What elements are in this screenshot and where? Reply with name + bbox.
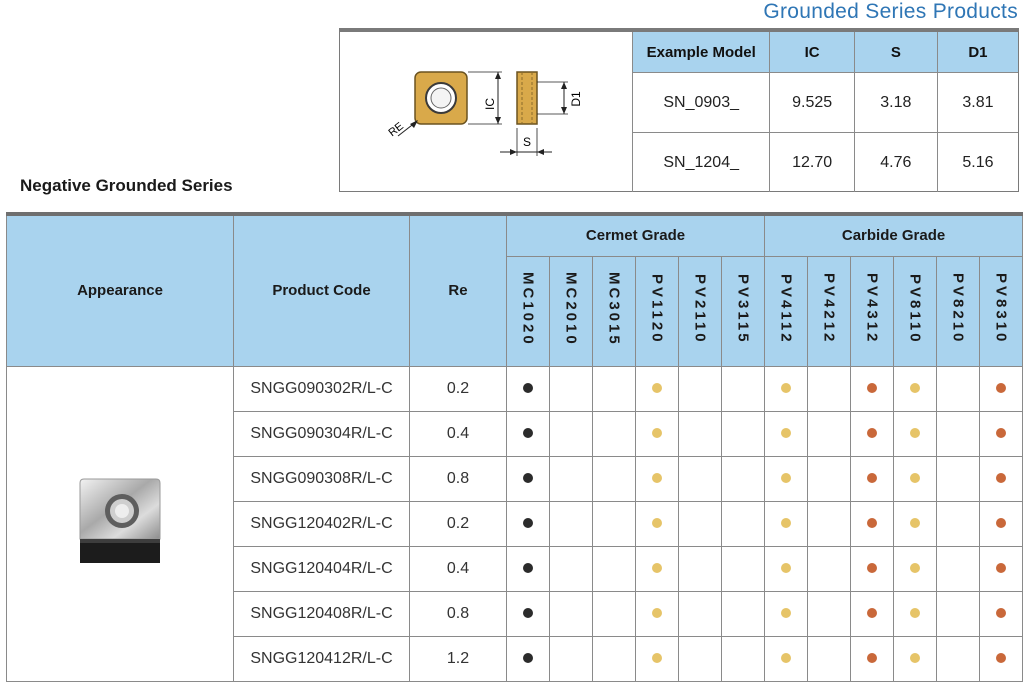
grade-cell-pv2110 — [679, 636, 722, 681]
grade-cell-mc2010 — [550, 411, 593, 456]
availability-dot — [996, 428, 1006, 438]
grade-label: PV4212 — [820, 273, 838, 345]
availability-dot — [910, 563, 920, 573]
grade-cell-pv1120 — [636, 501, 679, 546]
availability-dot — [781, 518, 791, 528]
grade-cell-pv2110 — [679, 411, 722, 456]
availability-dot — [781, 473, 791, 483]
product-table-body — [7, 366, 1023, 681]
availability-dot — [652, 608, 662, 618]
grade-cell-pv4112 — [765, 501, 808, 546]
re-cell: 0.4 — [410, 546, 507, 591]
label-ic: IC — [483, 98, 497, 110]
grade-cell-mc3015 — [593, 501, 636, 546]
grade-cell-pv8110 — [894, 591, 937, 636]
grade-cell-pv8210 — [937, 456, 980, 501]
grade-cell-pv4112 — [765, 366, 808, 411]
grade-header-mc1020 — [507, 256, 550, 366]
grade-cell-pv4312 — [851, 366, 894, 411]
grade-cell-pv1120 — [636, 636, 679, 681]
grade-cell-pv8310 — [980, 546, 1023, 591]
availability-dot — [523, 428, 533, 438]
grade-cell-pv4212 — [808, 456, 851, 501]
grade-cell-mc2010 — [550, 636, 593, 681]
grade-cell-pv8310 — [980, 591, 1023, 636]
availability-dot — [781, 428, 791, 438]
grade-cell-pv1120 — [636, 366, 679, 411]
availability-dot — [652, 518, 662, 528]
grade-cell-pv8310 — [980, 366, 1023, 411]
availability-dot — [867, 653, 877, 663]
grade-cell-pv1120 — [636, 456, 679, 501]
grade-cell-mc3015 — [593, 546, 636, 591]
product-code-cell: SNGG120402R/L-C — [234, 501, 410, 546]
grade-cell-pv8210 — [937, 546, 980, 591]
grade-cell-mc2010 — [550, 501, 593, 546]
availability-dot — [523, 563, 533, 573]
grade-header-pv3115 — [722, 256, 765, 366]
grade-cell-mc3015 — [593, 591, 636, 636]
grade-label: MC2010 — [562, 271, 580, 347]
grade-header-pv4112 — [765, 256, 808, 366]
header-appearance: Appearance — [7, 214, 234, 366]
spec-header: IC — [770, 32, 854, 73]
grade-cell-pv8310 — [980, 636, 1023, 681]
spec-cell: 9.525 — [770, 73, 854, 133]
grade-cell-mc3015 — [593, 636, 636, 681]
spec-box — [339, 28, 1019, 192]
insert-side-view — [517, 72, 537, 124]
grade-cell-pv8110 — [894, 501, 937, 546]
grade-cell-pv4112 — [765, 591, 808, 636]
product-table — [6, 212, 1023, 682]
availability-dot — [910, 653, 920, 663]
availability-dot — [910, 383, 920, 393]
availability-dot — [781, 563, 791, 573]
grade-label: PV8210 — [949, 273, 967, 345]
grade-cell-pv4112 — [765, 411, 808, 456]
grade-cell-mc2010 — [550, 546, 593, 591]
spec-cell: 3.81 — [937, 73, 1018, 133]
availability-dot — [867, 518, 877, 528]
grade-cell-pv3115 — [722, 456, 765, 501]
re-cell: 1.2 — [410, 636, 507, 681]
availability-dot — [652, 383, 662, 393]
grade-cell-pv4112 — [765, 546, 808, 591]
grade-cell-pv3115 — [722, 411, 765, 456]
spec-cell: SN_1204_ — [633, 133, 770, 192]
header-cermet-grade: Cermet Grade — [507, 214, 765, 256]
grade-cell-mc3015 — [593, 411, 636, 456]
grade-cell-mc3015 — [593, 366, 636, 411]
availability-dot — [867, 383, 877, 393]
grade-header-pv8310 — [980, 256, 1023, 366]
grade-cell-mc3015 — [593, 456, 636, 501]
spec-cell: 4.76 — [854, 133, 937, 192]
grade-cell-mc1020 — [507, 456, 550, 501]
example-model-table — [632, 32, 1018, 192]
availability-dot — [910, 473, 920, 483]
re-cell: 0.8 — [410, 456, 507, 501]
availability-dot — [652, 473, 662, 483]
spec-row — [633, 133, 1019, 192]
availability-dot — [867, 473, 877, 483]
grade-cell-pv2110 — [679, 501, 722, 546]
re-cell: 0.2 — [410, 366, 507, 411]
availability-dot — [781, 653, 791, 663]
header-re: Re — [410, 214, 507, 366]
grade-cell-pv4112 — [765, 456, 808, 501]
grade-label: PV1120 — [648, 273, 666, 345]
grade-cell-pv4212 — [808, 411, 851, 456]
appearance-cell — [7, 366, 234, 681]
grade-cell-pv3115 — [722, 636, 765, 681]
header-product-code: Product Code — [234, 214, 410, 366]
grade-header-mc2010 — [550, 256, 593, 366]
series-title: Grounded Series Products — [763, 0, 1018, 23]
availability-dot — [867, 428, 877, 438]
spec-header: D1 — [937, 32, 1018, 73]
grade-cell-pv8210 — [937, 366, 980, 411]
grade-header-pv1120 — [636, 256, 679, 366]
availability-dot — [781, 383, 791, 393]
grade-cell-pv4312 — [851, 546, 894, 591]
product-code-cell: SNGG090308R/L-C — [234, 456, 410, 501]
grade-label: PV8110 — [906, 273, 924, 345]
grade-cell-mc2010 — [550, 366, 593, 411]
grade-cell-pv4312 — [851, 591, 894, 636]
spec-cell: 5.16 — [937, 133, 1018, 192]
product-code-cell: SNGG120408R/L-C — [234, 591, 410, 636]
grade-label: PV4112 — [777, 273, 795, 345]
grade-cell-pv8310 — [980, 501, 1023, 546]
grade-cell-mc1020 — [507, 546, 550, 591]
grade-cell-pv2110 — [679, 366, 722, 411]
re-cell: 0.4 — [410, 411, 507, 456]
availability-dot — [996, 653, 1006, 663]
grade-cell-pv4312 — [851, 456, 894, 501]
availability-dot — [996, 383, 1006, 393]
grade-cell-pv4112 — [765, 636, 808, 681]
product-code-cell: SNGG090304R/L-C — [234, 411, 410, 456]
table-row — [7, 366, 1023, 411]
grade-cell-pv4212 — [808, 636, 851, 681]
label-d1: D1 — [569, 91, 583, 107]
grade-cell-pv8310 — [980, 411, 1023, 456]
grade-header-pv4212 — [808, 256, 851, 366]
grade-cell-pv8110 — [894, 411, 937, 456]
availability-dot — [996, 563, 1006, 573]
grade-cell-mc1020 — [507, 591, 550, 636]
grade-cell-mc1020 — [507, 411, 550, 456]
grade-cell-pv3115 — [722, 366, 765, 411]
grade-cell-pv3115 — [722, 501, 765, 546]
availability-dot — [652, 563, 662, 573]
availability-dot — [781, 608, 791, 618]
grade-cell-mc1020 — [507, 366, 550, 411]
insert-photo — [78, 477, 162, 565]
grade-cell-pv4212 — [808, 591, 851, 636]
spec-header: S — [854, 32, 937, 73]
grade-cell-pv8310 — [980, 456, 1023, 501]
label-s: S — [522, 135, 532, 149]
spec-cell: 3.18 — [854, 73, 937, 133]
grade-cell-pv8210 — [937, 501, 980, 546]
insert-dimension-diagram — [340, 32, 632, 192]
spec-header: Example Model — [633, 32, 770, 73]
availability-dot — [652, 428, 662, 438]
grade-cell-pv8210 — [937, 591, 980, 636]
grade-cell-pv3115 — [722, 546, 765, 591]
grade-cell-pv8210 — [937, 636, 980, 681]
grade-cell-pv8110 — [894, 366, 937, 411]
grade-cell-pv4312 — [851, 501, 894, 546]
grade-cell-pv2110 — [679, 546, 722, 591]
grade-cell-pv8110 — [894, 456, 937, 501]
grade-label: MC3015 — [605, 271, 623, 347]
grade-label: PV3115 — [734, 273, 752, 345]
availability-dot — [523, 518, 533, 528]
grade-label: PV2110 — [691, 273, 709, 345]
grade-header-pv2110 — [679, 256, 722, 366]
grade-header-pv8210 — [937, 256, 980, 366]
grade-label: PV8310 — [992, 273, 1010, 345]
grade-cell-pv4212 — [808, 366, 851, 411]
availability-dot — [652, 653, 662, 663]
grade-cell-pv2110 — [679, 591, 722, 636]
grade-cell-pv4212 — [808, 546, 851, 591]
availability-dot — [523, 608, 533, 618]
availability-dot — [996, 473, 1006, 483]
header-carbide-grade: Carbide Grade — [765, 214, 1023, 256]
grade-cell-pv3115 — [722, 591, 765, 636]
availability-dot — [910, 608, 920, 618]
grade-label: MC1020 — [519, 271, 537, 347]
grade-cell-mc1020 — [507, 501, 550, 546]
availability-dot — [523, 653, 533, 663]
grade-cell-pv8110 — [894, 546, 937, 591]
grade-header-mc3015 — [593, 256, 636, 366]
availability-dot — [996, 608, 1006, 618]
availability-dot — [523, 473, 533, 483]
spec-cell: SN_0903_ — [633, 73, 770, 133]
product-code-cell: SNGG120412R/L-C — [234, 636, 410, 681]
grade-cell-pv4212 — [808, 501, 851, 546]
availability-dot — [996, 518, 1006, 528]
product-code-cell: SNGG120404R/L-C — [234, 546, 410, 591]
grade-cell-pv1120 — [636, 546, 679, 591]
grade-label: PV4312 — [863, 273, 881, 345]
spec-row — [633, 73, 1019, 133]
availability-dot — [523, 383, 533, 393]
grade-cell-mc1020 — [507, 636, 550, 681]
grade-cell-pv2110 — [679, 456, 722, 501]
grade-cell-mc2010 — [550, 591, 593, 636]
availability-dot — [910, 428, 920, 438]
grade-cell-pv8110 — [894, 636, 937, 681]
grade-header-pv8110 — [894, 256, 937, 366]
availability-dot — [910, 518, 920, 528]
grade-cell-pv1120 — [636, 591, 679, 636]
grade-cell-pv4312 — [851, 411, 894, 456]
label-re: RE — [386, 120, 406, 140]
grade-header-pv4312 — [851, 256, 894, 366]
re-cell: 0.8 — [410, 591, 507, 636]
availability-dot — [867, 563, 877, 573]
re-cell: 0.2 — [410, 501, 507, 546]
section-title: Negative Grounded Series — [20, 176, 233, 195]
grade-cell-pv1120 — [636, 411, 679, 456]
product-code-cell: SNGG090302R/L-C — [234, 366, 410, 411]
grade-cell-mc2010 — [550, 456, 593, 501]
spec-cell: 12.70 — [770, 133, 854, 192]
availability-dot — [867, 608, 877, 618]
grade-cell-pv8210 — [937, 411, 980, 456]
grade-cell-pv4312 — [851, 636, 894, 681]
